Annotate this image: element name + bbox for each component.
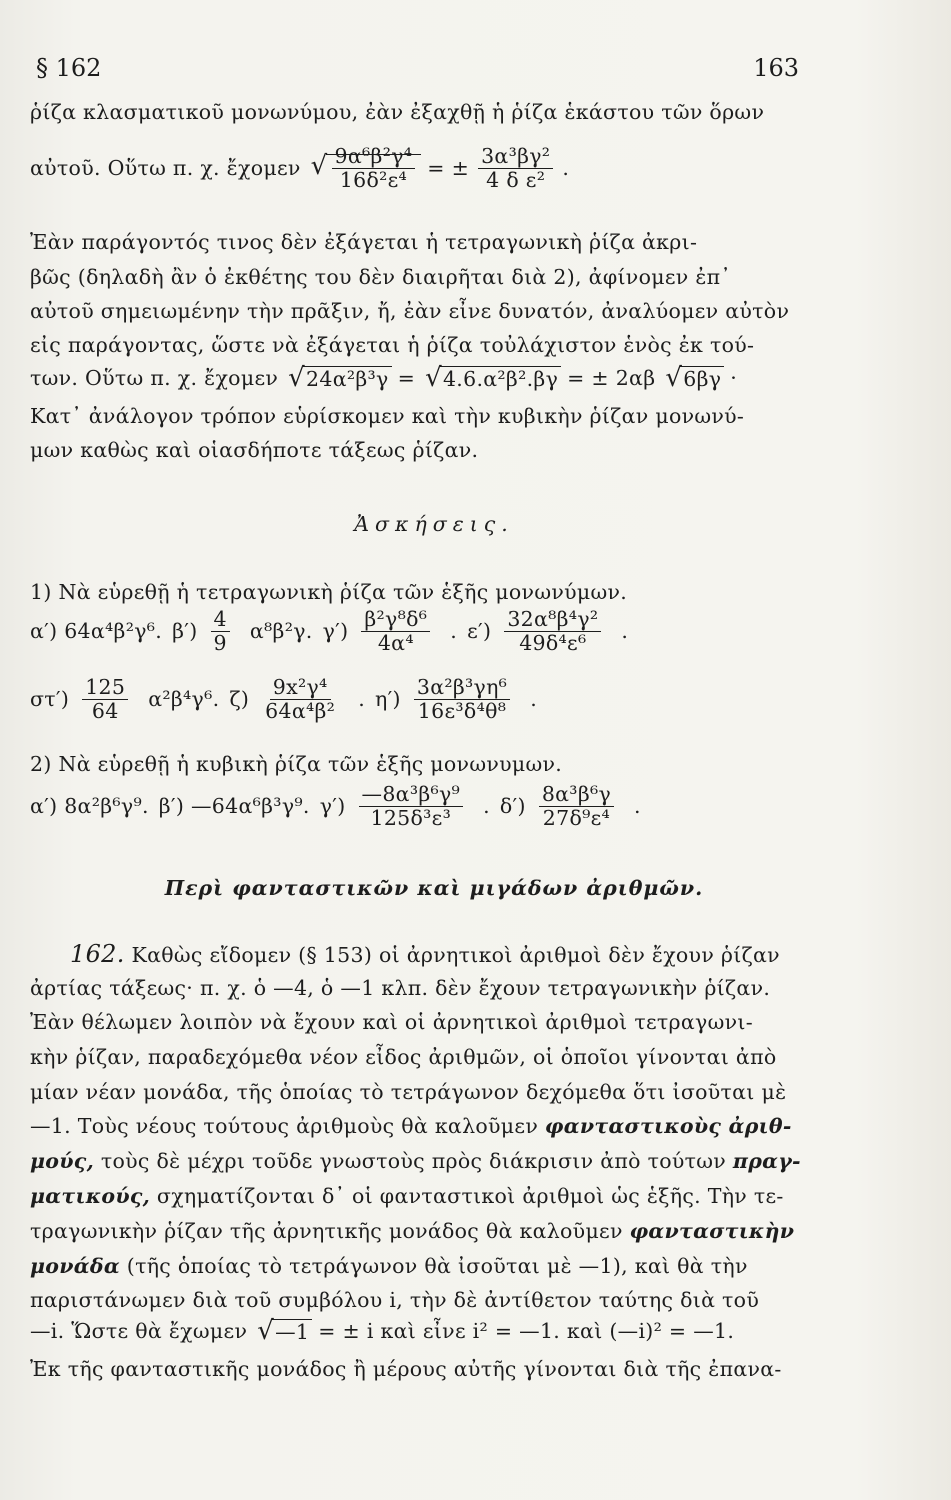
exercise-label: δ′)	[499, 794, 526, 819]
text-line: μίαν νέαν μονάδα, τῆς ὁποίας τὸ τετράγωνον δεχόμεθα ὅτι ἰσοῦται μὲ	[30, 1080, 787, 1104]
exercise-label: β′)	[172, 619, 198, 644]
period: .	[562, 156, 570, 181]
text-span: = ± i καὶ εἶνε i² = —1. καὶ (—i)² = —1.	[318, 1319, 735, 1343]
section-heading: Περὶ φανταστικῶν καὶ μιγάδων ἀριθμῶν.	[164, 876, 704, 900]
fraction	[504, 608, 611, 654]
text-span: Καθὼς εἴδομεν (§ 153) οἱ ἀρνητικοὶ ἀριθμοὶ δὲν ἔχουν ῥίζαν	[131, 943, 780, 967]
fraction-numerator: 3α²β³γη⁶	[414, 676, 510, 700]
emphasized-term: πραγ-	[732, 1149, 801, 1173]
exercise-row	[30, 783, 838, 829]
formula-line	[30, 145, 838, 191]
emphasized-term: μούς,	[30, 1149, 95, 1173]
fraction-numerator: 9x²γ⁴	[270, 676, 331, 700]
text-span: = ± 2αβ	[567, 366, 656, 390]
fraction-numerator: 8α³β⁶γ	[539, 783, 614, 807]
period: .	[450, 619, 458, 644]
emphasized-term: φανταστικὴν	[629, 1219, 795, 1243]
text-line: μων καθὼς καὶ οἱασδήποτε τάξεως ῥίζαν.	[30, 438, 479, 462]
exercise-item: β′) —64α⁶β³γ⁹.	[158, 794, 310, 819]
emphasized-term: φανταστικοὺς ἀριθ-	[544, 1114, 792, 1138]
fraction	[478, 145, 553, 191]
text-line: κὴν ῥίζαν, παραδεχόμεθα νέον εἶδος ἀριθμῶν, οἱ ὁποῖοι γίνονται ἀπὸ	[30, 1045, 777, 1069]
fraction-denominator: 64α⁴β²	[265, 698, 336, 723]
fraction-numerator: —8α³β⁶γ⁹	[359, 783, 464, 807]
square-root: √4.6.α²β².βγ	[425, 363, 561, 393]
exercise-item: α′) 64α⁴β²γ⁶.	[30, 619, 163, 644]
period: .	[621, 619, 629, 644]
fraction-numerator: 32α⁸β⁴γ²	[504, 608, 601, 632]
text-line	[30, 1184, 838, 1208]
section-number: 162.	[70, 940, 125, 968]
text-line	[30, 1114, 838, 1138]
text-span: ·	[730, 366, 738, 390]
text-line	[30, 1219, 838, 1243]
text-span: τραγωνικὴν ῥίζαν τῆς ἀρνητικῆς μονάδος θὰ καλοῦμεν	[30, 1219, 623, 1243]
text-span: των. Οὕτω π. χ. ἔχομεν	[30, 366, 279, 390]
fraction-numerator: 125	[82, 676, 128, 700]
fraction-denominator: 27δ⁹ε⁴	[542, 805, 611, 830]
exercise-label: ε′)	[467, 619, 492, 644]
exercise-label: στ′)	[30, 687, 70, 712]
emphasized-term: ματικούς,	[30, 1184, 151, 1208]
square-root: √6βγ	[665, 363, 724, 393]
text-line: βῶς (δηλαδὴ ἂν ὁ ἐκθέτης του δὲν διαιρῆται διὰ 2), ἀφίνομεν ἐπ᾽	[30, 265, 731, 289]
exercise-row	[30, 608, 838, 654]
text-line: Ἐὰν θέλωμεν λοιπὸν νὰ ἔχουν καὶ οἱ ἀρνητικοὶ ἀριθμοὶ τετραγωνι-	[30, 1010, 753, 1034]
text-line	[30, 1254, 838, 1278]
equals-sign: =	[397, 366, 416, 390]
period: .	[483, 794, 490, 819]
period: .	[358, 687, 366, 712]
fraction	[414, 676, 520, 722]
fraction-denominator: 49δ⁴ε⁶	[519, 630, 587, 655]
formula-line	[30, 363, 838, 393]
text-line: Ἐκ τῆς φανταστικῆς μονάδος ἢ μέρους αὐτῆς γίνονται διὰ τῆς ἐπανα-	[30, 1357, 782, 1381]
text-span: αὐτοῦ. Οὕτω π. χ. ἔχομεν	[30, 156, 301, 181]
exercise-row	[30, 676, 838, 722]
fraction-numerator: β²γ⁸δ⁶	[361, 608, 430, 632]
text-line: αὐτοῦ σημειωμένην τὴν πρᾶξιν, ἤ, ἐὰν εἶνε δυνατόν, ἀναλύομεν αὐτὸν	[30, 299, 790, 323]
text-line: Κατ᾽ ἀνάλογον τρόπον εὑρίσκομεν καὶ τὴν κυβικὴν ῥίζαν μονωνύ-	[30, 404, 745, 428]
text-line	[30, 940, 878, 968]
square-root: √ $\frac{\text{9α⁶β²γ⁴}}{\text{16δ²ε⁴}}$	[311, 145, 422, 191]
fraction-numerator: 3α³βγ²	[478, 145, 553, 169]
fraction-denominator: 16δ²ε⁴	[339, 167, 408, 192]
exercise-item: α′) 8α²β⁶γ⁹.	[30, 794, 149, 819]
exercise-question: 1) Νὰ εὑρεθῇ ἡ τετραγωνικὴ ῥίζα τῶν ἑξῆς μονωνύμων.	[30, 580, 628, 604]
fraction-denominator: 16ε³δ⁴θ⁸	[417, 698, 507, 723]
fraction-denominator: 125δ³ε³	[370, 805, 452, 830]
period: .	[634, 794, 641, 819]
fraction-numerator: 9α⁶β²γ⁴	[332, 145, 416, 169]
fraction	[262, 676, 348, 722]
exercises-title: Ἀσκήσεις.	[354, 512, 514, 536]
period: .	[530, 687, 538, 712]
text-span: σχηματίζονται δ᾽ οἱ φανταστικοὶ ἀριθμοὶ ὡς ἑξῆς. Τὴν τε-	[156, 1184, 784, 1208]
text-line	[30, 1149, 838, 1173]
page-number: 163	[753, 54, 799, 82]
fraction-numerator: 4	[211, 608, 230, 632]
section-header: § 162	[36, 54, 102, 82]
emphasized-term: μονάδα	[30, 1254, 120, 1278]
formula-line	[30, 1316, 838, 1346]
square-root: √—1	[257, 1316, 312, 1346]
square-root: √24α²β³γ	[288, 363, 391, 393]
exercise-label: η′)	[375, 687, 401, 712]
exercise-item: α²β⁴γ⁶.	[148, 687, 220, 712]
fraction-denominator: 9	[213, 630, 227, 655]
equals-sign: = ±	[427, 156, 470, 181]
exercise-question: 2) Νὰ εὑρεθῇ ἡ κυβικὴ ῥίζα τῶν ἑξῆς μονωνυμων.	[30, 752, 563, 776]
exercise-label: γ′)	[322, 619, 349, 644]
text-span: (τῆς ὁποίας τὸ τετράγωνον θὰ ἰσοῦται μὲ —1), καὶ θὰ τὴν	[126, 1254, 748, 1278]
exercise-label: ζ)	[229, 687, 250, 712]
fraction	[211, 608, 240, 654]
text-line: ἀρτίας τάξεως· π. χ. ὁ —4, ὁ —1 κλπ. δὲν ἔχουν τετραγωνικὴν ῥίζαν.	[30, 976, 771, 1000]
fraction-denominator: 64	[91, 698, 119, 723]
text-line: Ἐὰν παράγοντός τινος δὲν ἐξάγεται ἡ τετραγωνικὴ ῥίζα ἀκρι-	[30, 230, 698, 254]
text-line: παριστάνωμεν διὰ τοῦ συμβόλου i, τὴν δὲ ἀντίθετον ταύτης διὰ τοῦ	[30, 1288, 760, 1312]
fraction-denominator: 4 δ ε²	[486, 167, 546, 192]
text-line: ῥίζα κλασματικοῦ μονωνύμου, ἐὰν ἐξαχθῇ ἡ ῥίζα ἑκάστου τῶν ὅρων	[30, 100, 765, 124]
text-span: —1. Τοὺς νέους τούτους ἀριθμοὺς θὰ καλοῦμεν	[30, 1114, 539, 1138]
text-span: τοὺς δὲ μέχρι τοῦδε γνωστοὺς πρὸς διάκρισιν ἀπὸ τούτων	[100, 1149, 727, 1173]
exercise-item: α⁸β²γ.	[249, 619, 313, 644]
fraction	[361, 608, 440, 654]
exercise-label: γ′)	[319, 794, 346, 819]
fraction	[82, 676, 138, 722]
fraction	[539, 783, 624, 829]
text-span: —i. Ὥστε θὰ ἔχωμεν	[30, 1319, 248, 1343]
fraction-denominator: 4α⁴	[377, 630, 414, 655]
text-line: εἰς παράγοντας, ὥστε νὰ ἐξάγεται ἡ ῥίζα τοὐλάχιστον ἑνὸς ἐκ τού-	[30, 333, 755, 357]
fraction	[359, 783, 474, 829]
